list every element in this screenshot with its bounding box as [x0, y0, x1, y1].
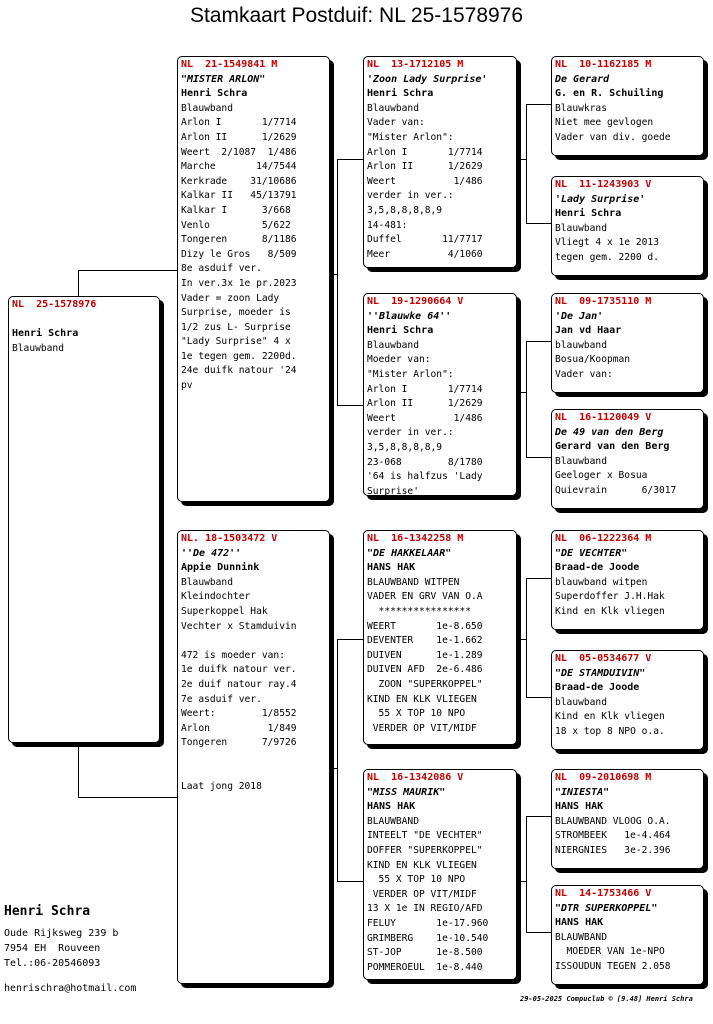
pedigree-card-sire-sire — [363, 56, 517, 268]
info-line: 18 x top 8 NPO o.a. — [555, 725, 665, 737]
connector-line — [337, 405, 363, 406]
ring-number: NL 09-1735110 M — [555, 296, 652, 307]
info-line: Blauwband — [367, 102, 419, 114]
info-line: FELUY 1e-17.960 — [367, 917, 489, 929]
pigeon-name: 'Lady Surprise' — [555, 193, 646, 205]
info-line: VERDER OP VIT/MIDF — [367, 722, 477, 734]
connector-line — [526, 341, 552, 342]
pedigree-card-dam-dam-dam — [551, 885, 704, 985]
info-line: Weert 1/486 — [367, 175, 483, 187]
info-line: Kalkar II 45/13791 — [181, 190, 297, 202]
info-line — [181, 766, 326, 781]
pedigree-card-sire-sire-dam — [551, 176, 704, 276]
connector-line — [526, 457, 552, 458]
connector-line — [329, 274, 337, 275]
owner-name: Henri Schra — [555, 208, 622, 220]
connector-line — [526, 578, 527, 697]
info-line: Geeloger x Bosua — [555, 470, 648, 482]
info-line: 13 X 1e IN REGIO/AFD — [367, 903, 483, 915]
info-line: '64 is halfzus 'Lady — [367, 471, 483, 483]
info-line: 55 X TOP 10 NPO — [367, 708, 466, 720]
ring-number: NL 21-1549841 M — [181, 59, 278, 70]
connector-line — [526, 697, 552, 698]
info-line: Blauwkras — [555, 102, 607, 114]
info-line: 24e duifk natour '24 — [181, 365, 297, 377]
info-line: Kind en Klk vliegen — [555, 711, 665, 723]
pedigree-card-dam — [177, 530, 330, 984]
owner-name: Henri Schra — [12, 328, 79, 340]
connector-line — [337, 881, 363, 882]
info-line: ST-JOP 1e-8.500 — [367, 947, 483, 959]
connector-line — [516, 881, 526, 882]
info-line: Arlon 1/849 — [181, 722, 297, 734]
pigeon-name: ''Blauwke 64'' — [367, 310, 452, 322]
info-line: 1e duifk natour ver. — [181, 664, 297, 676]
ring-number: NL 25-1578976 — [12, 299, 97, 310]
info-line: Bosua/Koopman — [555, 354, 631, 366]
info-line: 23-068 8/1780 — [367, 456, 483, 468]
info-line: Weert 2/1087 1/486 — [181, 146, 297, 158]
pedigree-card-dam-sire — [363, 530, 517, 745]
info-line: KIND EN KLK VLIEGEN — [367, 693, 477, 705]
info-line: DUIVEN AFD 2e-6.486 — [367, 664, 483, 676]
pigeon-name: "DE STAMDUIVIN" — [555, 667, 646, 679]
owner-name: Jan vd Haar — [555, 325, 622, 337]
connector-line — [337, 159, 363, 160]
breeder-email[interactable]: henrischra@hotmail.com — [4, 983, 137, 994]
info-line: VADER EN GRV VAN O.A — [367, 591, 483, 603]
info-line: tegen gem. 2200 d. — [555, 251, 659, 263]
info-line: Blauwband — [555, 455, 607, 467]
owner-name: Gerard van den Berg — [555, 441, 670, 453]
pigeon-name: De 49 van den Berg — [555, 426, 664, 438]
info-line: GRIMBERG 1e-10.540 — [367, 932, 489, 944]
info-line: Arlon II 1/2629 — [367, 161, 483, 173]
breeder-address: Oude Rijksweg 239 b 7954 EH Rouveen Tel.:06-20546093 — [4, 928, 119, 969]
info-line: Blauwband — [555, 222, 607, 234]
info-line: Arlon II 1/2629 — [367, 398, 483, 410]
info-line: BLAUWBAND — [555, 931, 607, 943]
info-line: "Mister Arlon": — [367, 131, 454, 143]
info-line: Blauwband — [367, 339, 419, 351]
connector-line — [526, 578, 552, 579]
ring-number: NL 11-1243903 V — [555, 179, 652, 190]
pigeon-name: ''De 472'' — [181, 547, 242, 559]
info-line: 7e asduif ver. — [181, 693, 262, 705]
connector-line — [526, 104, 527, 223]
pedigree-card-sire-sire-sire — [551, 56, 704, 156]
connector-line — [78, 797, 178, 798]
info-line: 8e asduif ver. — [181, 263, 262, 275]
pigeon-name: De Gerard — [555, 73, 610, 85]
info-line: Surprise, moeder is — [181, 307, 291, 319]
pigeon-name: "DE HAKKELAAR" — [367, 547, 452, 559]
info-line: Vechter x Stamduivin — [181, 620, 297, 632]
pedigree-card-dam-dam — [363, 769, 517, 980]
pedigree-card-sire — [177, 56, 330, 502]
info-line: Vader van: — [367, 117, 425, 129]
owner-name: HANS HAK — [555, 917, 604, 929]
print-stamp: 29-05-2025 Compuclub © [9.48] Henri Schra — [520, 995, 693, 1003]
info-line: pv — [181, 380, 193, 392]
info-line: Blauwband — [181, 102, 233, 114]
connector-line — [516, 392, 526, 393]
connector-line — [337, 639, 338, 881]
connector-line — [516, 639, 526, 640]
connector-line — [337, 159, 338, 405]
connector-line — [526, 932, 552, 933]
ring-number: NL 13-1712105 M — [367, 59, 464, 70]
info-line: Arlon I 1/7714 — [367, 383, 483, 395]
info-line: 55 X TOP 10 NPO — [367, 874, 466, 886]
info-line: BLAUWBAND VLOOG O.A. — [555, 815, 671, 827]
connector-line — [78, 742, 79, 797]
info-line: KIND EN KLK VLIEGEN — [367, 859, 477, 871]
breeder-name: Henri Schra — [4, 904, 91, 919]
pedigree-card-dam-sire-sire — [551, 530, 704, 630]
info-line: Vader = zoon Lady — [181, 292, 280, 304]
connector-line — [78, 270, 178, 271]
info-line: "Lady Surprise" 4 x — [181, 336, 291, 348]
owner-name: Henri Schra — [181, 88, 248, 100]
info-line: Vliegt 4 x 1e 2013 — [555, 237, 659, 249]
info-line: MOEDER VAN 1e-NPO — [555, 946, 665, 958]
info-line: Superdoffer J.H.Hak — [555, 591, 665, 603]
pedigree-card-subject — [8, 296, 160, 743]
info-line: WEERT 1e-8.650 — [367, 620, 483, 632]
info-line: Vader van: — [555, 368, 613, 380]
info-line: Blauwband — [181, 576, 233, 588]
owner-name: HANS HAK — [555, 801, 604, 813]
info-line: Superkoppel Hak — [181, 605, 268, 617]
info-line: Venlo 5/622 — [181, 219, 291, 231]
info-line: VERDER OP VIT/MIDF — [367, 888, 477, 900]
info-line: blauwband witpen — [555, 576, 648, 588]
ring-number: NL 14-1753466 V — [555, 888, 652, 899]
info-line: 1e tegen gem. 2200d. — [181, 350, 297, 362]
info-line: Weert 1/486 — [367, 412, 483, 424]
connector-line — [329, 768, 337, 769]
info-line: NIERGNIES 3e-2.396 — [555, 844, 671, 856]
info-line: 472 is moeder van: — [181, 649, 285, 661]
info-line: Weert: 1/8552 — [181, 708, 297, 720]
owner-name: Appie Dunnink — [181, 562, 260, 574]
info-line: Vader van div. goede — [555, 131, 671, 143]
info-line: 1/2 zus L- Surprise — [181, 321, 291, 333]
owner-name: HANS HAK — [367, 801, 416, 813]
owner-name: G. en R. Schuiling — [555, 88, 664, 100]
info-line: Kerkrade 31/10686 — [181, 175, 297, 187]
info-line: "Mister Arlon": — [367, 368, 454, 380]
info-line: 14-481: — [367, 219, 408, 231]
owner-name: HANS HAK — [367, 562, 416, 574]
info-line: verder in ver.: — [367, 190, 454, 202]
info-line: 2e duif natour ray.4 — [181, 678, 297, 690]
connector-line — [516, 159, 526, 160]
info-line: BLAUWBAND — [367, 815, 419, 827]
pigeon-name: "INIESTA" — [555, 786, 610, 798]
pigeon-name: "MISTER ARLON" — [181, 73, 266, 85]
info-line: ISSOUDUN TEGEN 2.058 — [555, 960, 671, 972]
info-line: Niet mee gevlogen — [555, 117, 654, 129]
owner-name: Braad-de Joode — [555, 682, 640, 694]
connector-line — [526, 816, 552, 817]
pedigree-card-sire-dam — [363, 293, 517, 496]
info-line: Marche 14/7544 — [181, 161, 297, 173]
ring-number: NL. 18-1503472 V — [181, 533, 278, 544]
pedigree-card-sire-dam-dam — [551, 409, 704, 509]
ring-number: NL 06-1222364 M — [555, 533, 652, 544]
info-line — [181, 634, 326, 649]
info-line: Arlon I 1/7714 — [367, 146, 483, 158]
info-line: Dizy le Gros 8/509 — [181, 248, 297, 260]
info-line: 3,5,8,8,8,8,9 — [367, 441, 443, 453]
info-line: Quievrain 6/3017 — [555, 484, 677, 496]
pedigree-card-dam-dam-sire — [551, 769, 704, 869]
connector-line — [526, 341, 527, 457]
pigeon-name: "DE VECHTER" — [555, 547, 628, 559]
pigeon-name: "DTR SUPERKOPPEL" — [555, 902, 658, 914]
info-line: blauwband — [555, 339, 607, 351]
info-line: Moeder van: — [367, 354, 431, 366]
info-line: POMMEROEUL 1e-8.440 — [367, 961, 483, 973]
info-line: Kleindochter — [181, 591, 251, 603]
info-line: DOFFER "SUPERKOPPEL" — [367, 844, 483, 856]
ring-number: NL 19-1290664 V — [367, 296, 464, 307]
owner-name: Braad-de Joode — [555, 562, 640, 574]
spacer — [12, 313, 156, 328]
connector-line — [78, 270, 79, 298]
pedigree-card-sire-dam-sire — [551, 293, 704, 393]
info-line: Surprise' — [367, 485, 419, 496]
info-line: In ver.3x 1e pr.2023 — [181, 277, 297, 289]
ring-number: NL 05-0534677 V — [555, 653, 652, 664]
info-line: Kind en Klk vliegen — [555, 605, 665, 617]
owner-name: Henri Schra — [367, 88, 434, 100]
info-line: Tongeren 7/9726 — [181, 737, 297, 749]
connector-line — [526, 816, 527, 932]
info-line: verder in ver.: — [367, 427, 454, 439]
ring-number: NL 16-1342086 V — [367, 772, 464, 783]
info-line: DUIVEN 1e-1.289 — [367, 649, 483, 661]
info-line — [181, 751, 326, 766]
page-title: Stamkaart Postduif: NL 25-1578976 — [189, 4, 524, 27]
ring-number: NL 10-1162185 M — [555, 59, 652, 70]
info-line: blauwband — [555, 696, 607, 708]
info-line: ZOON "SUPERKOPPEL" — [367, 678, 483, 690]
info-line: Arlon II 1/2629 — [181, 131, 297, 143]
info-line: BLAUWBAND WITPEN — [367, 576, 460, 588]
info-line: Tongeren 8/1186 — [181, 234, 297, 246]
info-line: Duffel 11/7717 — [367, 234, 483, 246]
pedigree-card-dam-sire-dam — [551, 650, 704, 750]
ring-number: NL 16-1342258 M — [367, 533, 464, 544]
owner-name: Henri Schra — [367, 325, 434, 337]
info-line: Blauwband — [12, 342, 64, 354]
info-line: DEVENTER 1e-1.662 — [367, 635, 483, 647]
info-line: Meer 4/1060 — [367, 248, 483, 260]
info-line: Arlon I 1/7714 — [181, 117, 297, 129]
connector-line — [526, 223, 552, 224]
ring-number: NL 09-2010698 M — [555, 772, 652, 783]
info-line: 3,5,8,8,8,8,9 — [367, 204, 443, 216]
pigeon-name: 'Zoon Lady Surprise' — [367, 73, 488, 85]
info-line: STROMBEEK 1e-4.464 — [555, 830, 671, 842]
pigeon-name: "MISS MAURIK" — [367, 786, 446, 798]
connector-line — [337, 639, 363, 640]
pigeon-name: 'De Jan' — [555, 310, 604, 322]
info-line: Kalkar I 3/668 — [181, 204, 291, 216]
info-line: INTEELT "DE VECHTER" — [367, 830, 483, 842]
info-line: Laat jong 2018 — [181, 781, 262, 793]
info-line: **************** — [367, 605, 471, 617]
ring-number: NL 16-1120049 V — [555, 412, 652, 423]
connector-line — [526, 104, 552, 105]
